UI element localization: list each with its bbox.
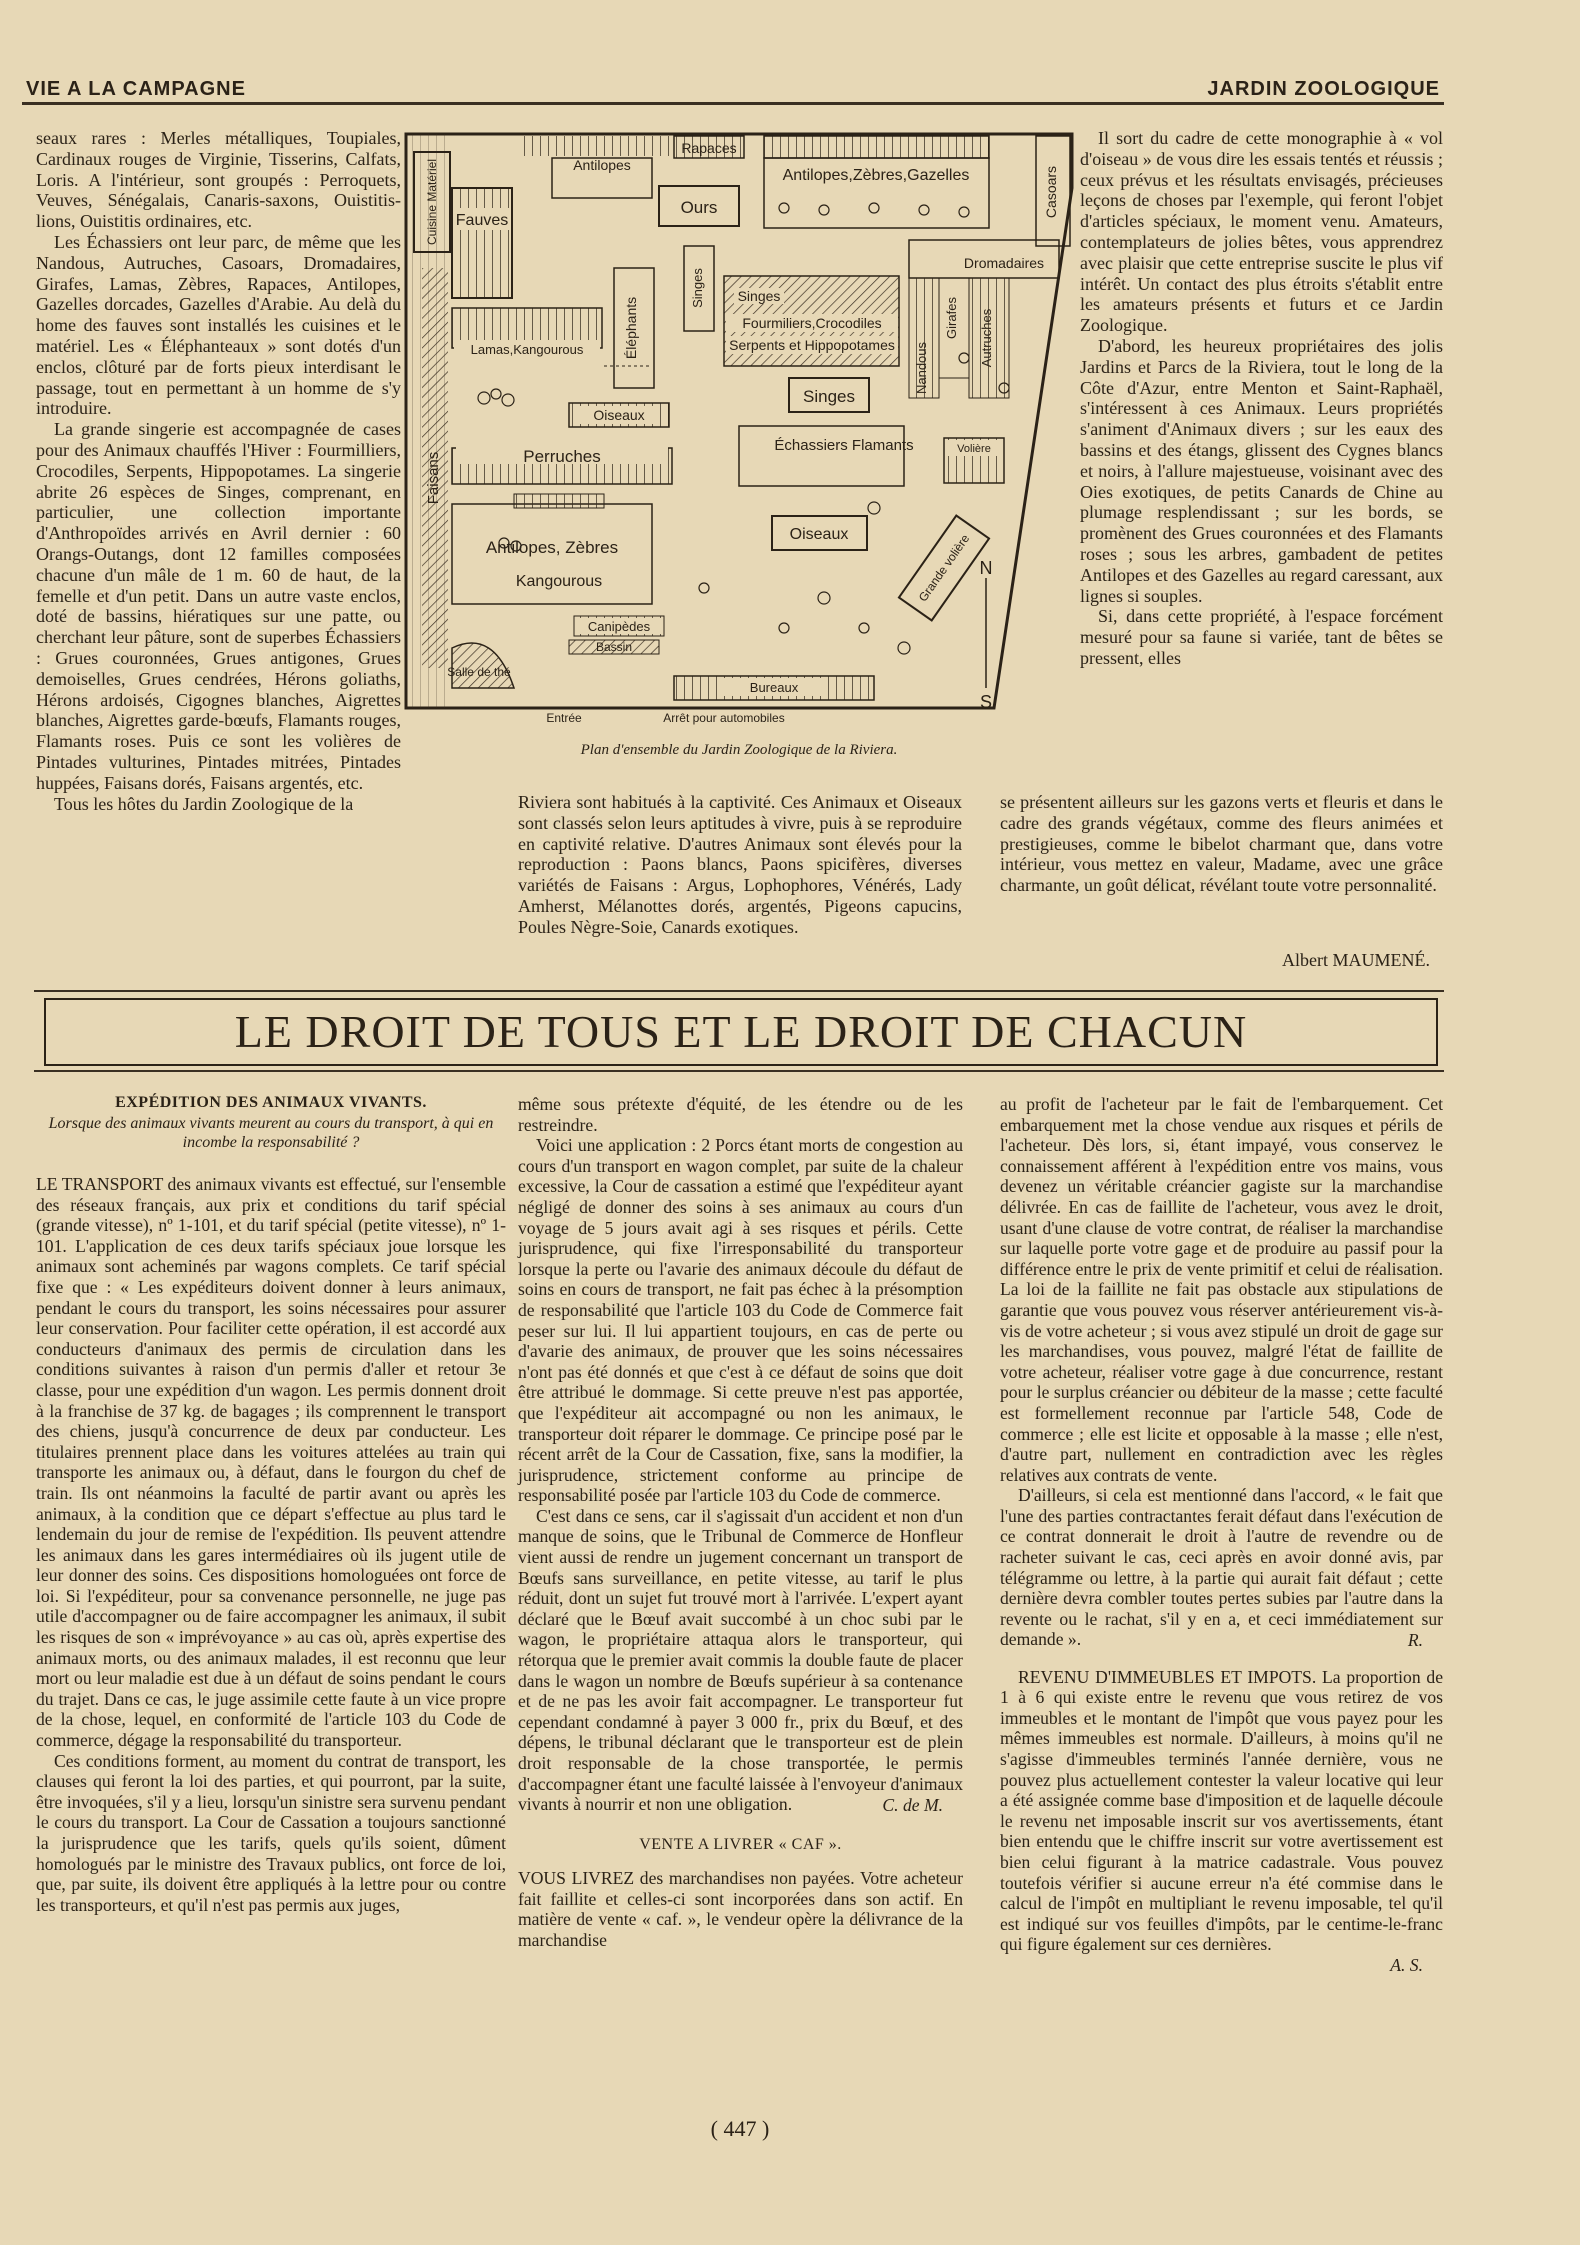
- zoo-plan-drawing: [404, 128, 1074, 728]
- plan-label-serpents: Serpents et Hippopotames: [729, 337, 895, 353]
- plan-label-singes-upper: Singes: [737, 288, 781, 304]
- plan-caption: Plan d'ensemble du Jardin Zoologique de la Riviera.: [580, 742, 898, 758]
- plan-label-azg: Antilopes,Zèbres,Gazelles: [782, 167, 970, 184]
- plan-label-grande-voliere: Grande volière: [915, 531, 973, 605]
- paragraph: Les Échassiers ont leur parc, de même que les Nandous, Autruches, Casoars, Dromadaires, Girafes, Lamas, Zèbres, Rapaces, Antilopes, Gazelles dorcades, Gazelles d'Arabie. Au delà du home des fauves sont installés les cuisines et le matériel. Les « Éléphanteaux » sont dotés d'un enclos, clôturé par de forts pieux interdisant le passage, tout en permettant à un homme de s'y introduire.: [36, 231, 401, 419]
- plan-label-nandous: Nandous: [914, 341, 929, 395]
- header-rule: [22, 102, 1444, 105]
- plan-compass-south: S: [979, 692, 993, 712]
- paragraph: [1000, 1667, 1443, 1955]
- plan-label-ours: Ours: [680, 198, 718, 217]
- plan-label-bassin: Bassin: [595, 640, 633, 654]
- article-title-box: [44, 998, 1438, 1066]
- section-heading: EXPÉDITION DES ANIMAUX VIVANTS.: [115, 1094, 427, 1111]
- plan-label-entree: Entrée: [546, 711, 582, 725]
- plan-azg-top: [764, 136, 989, 158]
- plan-label-cuisine: Cuisine Matériel: [425, 158, 439, 246]
- plan-label-antilopes-top: Antilopes: [573, 157, 631, 173]
- title-rule-top: [34, 990, 1444, 992]
- section-expedition: [36, 1094, 506, 1152]
- plan-label-bureaux: Bureaux: [749, 680, 799, 695]
- plan-label-salle-the: Salle de thé: [447, 665, 511, 679]
- paragraph: Si, dans cette propriété, à l'espace forcément mesuré pour sa faune si variée, tant de bêtes se pressent, elles: [1080, 606, 1443, 668]
- top-middle-column: [518, 792, 962, 938]
- signature: A. S.: [1390, 1954, 1423, 1975]
- author-signature: Albert MAUMENÉ.: [1282, 950, 1430, 970]
- paragraph: seaux rares : Merles métalliques, Toupiales, Cardinaux rouges de Virginie, Tisserins, Calfats, Loris. A l'intérieur, sont groupés : Perroquets, Veuves, Sénégalais, Canaris-saxons, Ouistitis-lions, Ouistitis ordinaires, etc.: [36, 128, 401, 232]
- plan-label-singes-lower: Singes: [803, 387, 855, 406]
- plan-label-lamas: Lamas,Kangourous: [470, 342, 584, 357]
- plan-label-rapaces: Rapaces: [681, 140, 737, 156]
- paragraph: se présentent ailleurs sur les gazons verts et fleuris et dans le cadre des grands végétaux, comme des fleurs animées et prestigieuses, comme le bibelot charmant que, dans votre intérieur, vous mettez en valeur, Madame, avec une grâce charmante, un goût délicat, révélant toute votre personnalité.: [1000, 792, 1443, 896]
- article-title: LE DROIT DE TOUS ET LE DROIT DE CHACUN: [234, 1006, 1248, 1057]
- signature: R.: [1407, 1630, 1423, 1651]
- plan-top-hatch: [524, 136, 674, 156]
- paragraph: D'ailleurs, si cela est mentionné dans l'accord, « le fait que l'une des parties contractantes ferait défaut dans l'exécution de ce contrat donnerait le droit à l'autre de revendre ou de racheter suivant le cas, ceci après en avoir donné avis, par télégramme ou lettre, à la partie qui aurait fait défaut ; cette dernière devra combler toutes pertes subies par l'autre dans la revente ou le rachat, s'il y en a, et ceci immédiatement sur demande ».: [1000, 1485, 1443, 1650]
- plan-label-canipedes: Canipèdes: [587, 619, 651, 634]
- section-text: La proportion de 1 à 6 qui existe entre le revenu que vous retirez de vos immeubles et le montant de l'impôt que vous payez pour les mêmes immeubles est normale. D'ailleurs, à moins qu'il ne s'agisse d'immeubles terminés l'année dernière, vous ne pouvez plus actuellement contester la valeur locative qui leur a été assignée comme base d'imposition et de laquelle découle le revenu net imposable inscrit sur vos avertissements, étant bien entendu que le chiffre inscrit sur votre avertissement est bien celui figurant à la matrice cadastrale. Vous pouvez toutefois vérifier si aucune erreur n'a été commise dans le calcul de l'impôt en multipliant le revenu imposable, tel qu'il est indiqué sur vos feuilles d'impôts, par le centime-le-franc qui figure également sur ces dernières.: [1000, 1666, 1444, 1955]
- paragraph: Ces conditions forment, au moment du contrat de transport, les clauses qui feront la loi des parties, et qui pourront, par la suite, être invoquées, s'il y a lieu, lorsqu'un sinistre sera survenu pendant le cours du transport. La Cour de Cassation a toujours sanctionné la jurisprudence que les tarifs, quels qu'ils soient, dûment homologués par le ministre des Travaux publics, ont force de loi, que, par suite, ils doivent être appliqués à la lettre pour ou contre les transporteurs, et qu'il n'est pas permis aux juges,: [36, 1750, 506, 1915]
- paragraph: même sous prétexte d'équité, de les étendre ou de les restreindre.: [518, 1094, 963, 1135]
- plan-label-echassiers: Échassiers Flamants: [774, 437, 914, 454]
- plan-label-perruches: Perruches: [523, 447, 601, 466]
- plan-label-kangourous: Kangourous: [515, 573, 603, 590]
- running-header-right: JARDIN ZOOLOGIQUE: [1207, 78, 1440, 100]
- plan-label-casoars: Casoars: [1043, 165, 1059, 219]
- paragraph: C'est dans ce sens, car il s'agissait d'un accident et non d'un manque de soins, que le Tribunal de Commerce de Honfleur vient aussi de rendre un jugement concernant un transport de Bœufs sans surveillance, en petite vitesse, au tarif le plus réduit, dont un sujet fut trouvé mort à l'arrivée. L'expert ayant déclaré que le Bœuf avait succombé à un choc subi par le wagon, le propriétaire attaqua alors le transporteur, qui rétorqua que le premier avait commis la double faute de placer dans le wagon un nombre de Bœufs supérieur à sa contenance et de ne pas les avoir fait accompagner. Le transporteur fut cependant condamné à payer 3 000 fr., prix du Bœuf, et des dépens, le tribunal déclarant que le transporteur est de plein droit responsable de la chose transportée, le permis d'accompagner étant une faculté laissée à l'envoyeur d'animaux vivants à nourrir et non une obligation.: [518, 1505, 963, 1815]
- plan-label-fourmiliers: Fourmiliers,Crocodiles: [742, 315, 882, 331]
- bottom-right-column: [1000, 1094, 1443, 1976]
- plan-label-az: Antilopes, Zèbres: [485, 538, 619, 557]
- page-number: ( 447 ): [710, 2116, 770, 2141]
- paragraph: LE TRANSPORT des animaux vivants est effectué, sur l'ensemble des réseaux français, aux prix et conditions du tarif spécial (grande vitesse), nº 1-101, et du tarif spécial (petite vitesse), nº 1-101. L'application de ces deux tarifs spéciaux joue lorsque les animaux sont acheminés par wagons complets. Ce tarif spécial fixe que : « Les expéditeurs doivent donner à leurs animaux, pendant le cours du transport, les soins nécessaires pour assurer leur conservation. Pour faciliter cette opération, il est accordé aux conducteurs d'animaux des permis de circulation dans les conditions suivantes à raison d'un permis d'aller et retour 3e classe, pour une expédition d'un wagon. Les permis donnent droit à la franchise de 37 kg. de bagages ; ils comprennent le transport des chiens, jusqu'à concurrence de deux par conducteur. Les titulaires prennent place dans les voitures attelées au train qui transporte les animaux ou, à défaut, dans le fourgon du chef de train. Ils ont néanmoins la faculté de partir avant ou après les animaux, à la condition que ce départ s'effectue au plus tard le lendemain du jour de remise de l'expédition. Ils peuvent attendre les animaux dans les gares intermédiaires où ils jugent utile de leur donner des soins. Ces dispositions homologuées ont force de loi. Si l'expéditeur, pour sa convenance personnelle, ne juge pas utile d'accompagner ou de faire accompagner les animaux, il subit les risques de son « imprévoyance » au cas où, après expertise des animaux morts, ou des animaux malades, il est reconnu que leur mort ou leur maladie est due à un défaut de soins pendant le cours du trajet. Dans ce cas, le juge assimile cette faute à un vice propre de la chose, lequel, en conformité de l'article 103 du Code de commerce, dégage la responsabilité du transporteur.: [36, 1174, 506, 1751]
- paragraph: Riviera sont habitués à la captivité. Ces Animaux et Oiseaux sont classés selon leurs aptitudes à vivre, puis à se reproduire en captivité relative. D'autres Animaux sont élevés pour la reproduction : Paons blancs, Paons spicifères, diverses variétés de Faisans : Argus, Lophophores, Vénérés, Lady Amherst, Mélanottes dorés, argentés, Pigeons capucins, Poules Nègre-Soie, Canards exotiques.: [518, 792, 962, 937]
- top-left-column: [36, 128, 401, 814]
- plan-echassiers-box: [739, 426, 904, 486]
- signature: C. de M.: [882, 1794, 943, 1815]
- plan-label-oiseaux-lower: Oiseaux: [789, 526, 849, 543]
- plan-label-arret: Arrêt pour automobiles: [663, 711, 785, 725]
- plan-label-girafes: Girafes: [944, 297, 959, 339]
- running-header-left: VIE A LA CAMPAGNE: [26, 78, 246, 100]
- plan-label-faisans: Faisans: [425, 451, 442, 505]
- plan-label-dromadaires: Dromadaires: [963, 255, 1045, 271]
- zoo-plan: [404, 128, 1074, 728]
- paragraph: Voici une application : 2 Porcs étant morts de congestion au cours d'un transport en wagon complet, par suite de la chaleur excessive, la Cour de cassation a estimé que l'expéditeur ayant négligé de donner des soins à ses animaux au cours d'un voyage de 5 jours avait agi à ses risques et périls. Cette jurisprudence, qui fixe l'irresponsabilité du transporteur lorsque la perte ou l'avarie des animaux découle du défaut de soins en cours de transport, ne fait pas échec à la présomption de responsabilité que l'article 103 du Code de Commerce fait peser sur lui. Il lui appartient toujours, en cas de perte ou d'avarie des animaux, de prouver que les soins nécessaires n'ont pas été donnés et que c'est à ce défaut de soins que doit être attribué le dommage. Si cette preuve n'est pas apportée, que l'expéditeur ait accompagné ou non les animaux, le transporteur doit réparer le dommage. Ce principe posé par le récent arrêt de la Cour de Cassation, fixe, sans la modifier, la jurisprudence, strictement conforme au principe de responsabilité posée par l'article 103 du Code de commerce.: [518, 1135, 963, 1506]
- paragraph: VOUS LIVREZ des marchandises non payées. Votre acheteur fait faillite et celles-ci sont incorporées dans son actif. En matière de vente « caf. », le vendeur opère la délivrance de la marchandise: [518, 1867, 963, 1950]
- top-right-column: [1080, 128, 1443, 669]
- section-heading-inline: REVENU D'IMMEUBLES ET IMPOTS.: [1018, 1666, 1317, 1687]
- paragraph: au profit de l'acheteur par le fait de l'embarquement. Cet embarquement met la chose vendue aux risques et périls de l'acheteur. Dès lors, si, étant impayé, vous conservez le connaissement afférent à l'expédition entre vos mains, vous devenez un véritable créancier gagiste sur la marchandise délivrée. En cas de faillite de l'acheteur, vous avez le droit, usant d'une clause de votre contrat, de réaliser la marchandise sur laquelle porte votre gage et de produire au passif pour la différence entre le prix de vente primitif et celui de réalisation. La loi de la faillite ne fait pas obstacle aux stipulations de garantie que vous pouvez vous réserver antérieurement vis-à-vis de votre acheteur ; si vous avez stipulé un droit de gage sur les marchandises, vous pouvez, malgré l'état de faillite de votre acheteur, réaliser votre gage à due concurrence, restant pour le surplus créancier ou débiteur de la masse ; cette faculté est formellement reconnue par l'article 548, Code de commerce ; elle est licite et opposable à la masse ; elle n'est, d'autre part, nullement en contradiction avec les règles relatives aux contrats de vente.: [1000, 1094, 1443, 1485]
- title-rule-bottom: [34, 1070, 1444, 1072]
- bottom-left-column: [36, 1174, 506, 1915]
- plan-label-oiseaux-upper: Oiseaux: [593, 407, 645, 423]
- paragraph: Il sort du cadre de cette monographie à « vol d'oiseau » de vous dire les essais tentés et réussis ; ceux prévus et les résultats envisagés, précieuses leçons de choses par l'exemple, qui feront l'objet d'articles spéciaux, le moment venu. Amateurs, contemplateurs de jolies bêtes, vous apprendrez avec plaisir que cette entreprise suscite le plus vif intérêt. Un contact des plus étroits s'établit entre les amateurs présents et futurs et ce Jardin Zoologique.: [1080, 128, 1443, 336]
- plan-grande-voliere: [899, 516, 989, 621]
- plan-label-fauves: Fauves: [455, 212, 509, 229]
- section-heading: VENTE A LIVRER « CAF ».: [639, 1836, 842, 1854]
- top-right-wide-paragraph: [1000, 792, 1443, 896]
- paragraph: D'abord, les heureux propriétaires des jolis Jardins et Parcs de la Riviera, tout le long de la Côte d'Azur, entre Menton et Saint-Raphaël, s'intéressent à ces Animaux. Leurs propriétés s'animent d'Animaux divers ; sur les eaux des bassins et des étangs, glissent des Cygnes blancs et noirs, à l'allure majestueuse, voisinant avec des Oies exotiques, de petits Canards de Chine au plumage resplendissant ; sur les bords, se promènent des Grues couronnées et des Flamants roses ; sous les arbres, gambadent de petites Antilopes et des Gazelles au regard caressant, aux lignes si souples.: [1080, 335, 1443, 606]
- section-subheading: Lorsque des animaux vivants meurent au cours du transport, à qui en incombe la responsabilité ?: [48, 1115, 494, 1151]
- plan-fauves-box: [452, 188, 512, 298]
- paragraph: Tous les hôtes du Jardin Zoologique de la: [54, 793, 354, 814]
- paragraph: La grande singerie est accompagnée de cases pour des Animaux chauffés l'Hiver : Fourmilliers, Crocodiles, Serpents, Hippopotames. La singerie abrite 26 espèces de Singes, comprenant, en particulier, une collection importante d'Anthropoïdes arrivés en Avril dernier : 60 Orangs-Outangs, dont 12 familles composées chacune d'un mâle de 1 m. 60 de haut, de la femelle et d'un petit. Dans un autre vaste enclos, doté de bassins, hiératiques sur une patte, ou cherchant leur pâture, sont de superbes Échassiers : Grues couronnées, Grues antigones, Grues demoiselles, Grues cendrées, Hérons goliaths, Hérons ardoisés, Cigognes blanches, Aigrettes blanches, Aigrettes garde-bœufs, Flamants rouges, Flamants roses. Puis ce sont les volières de Pintades vulturines, Pintades mitrées, Pintades huppées, Faisans dorés, Faisans argentés, etc.: [36, 419, 401, 793]
- plan-label-autruches: Autruches: [979, 308, 994, 368]
- plan-label-voliere: Volière: [957, 443, 991, 455]
- plan-compass-north: N: [979, 558, 993, 578]
- plan-label-singes-vertical: Singes: [690, 268, 705, 308]
- bottom-middle-column: [518, 1094, 963, 1950]
- plan-label-elephants: Éléphants: [623, 296, 639, 360]
